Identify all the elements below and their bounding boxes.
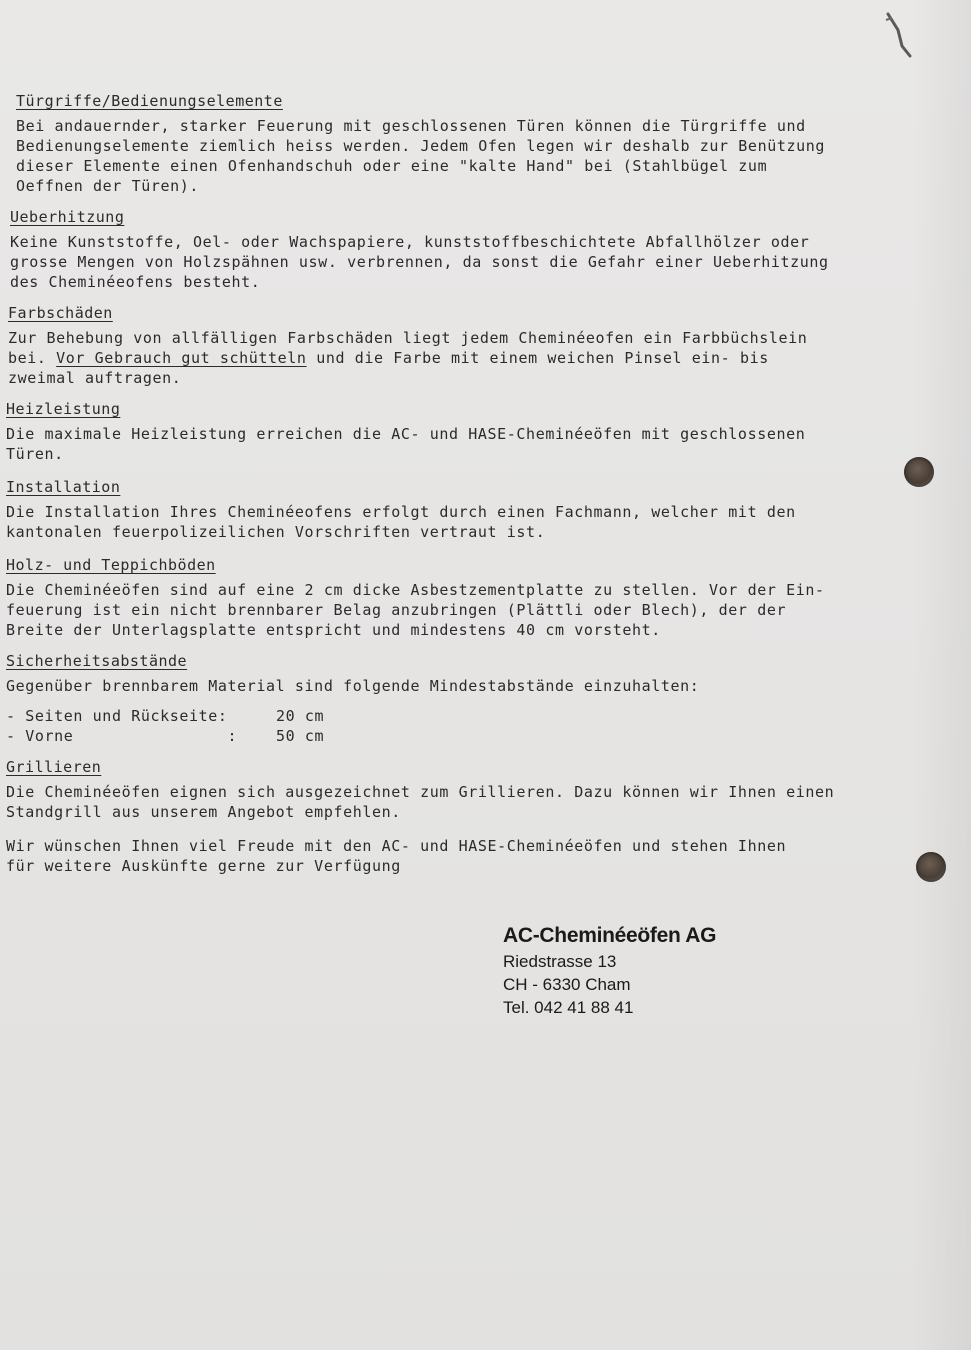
section-holz-teppichboeden — [6, 556, 916, 640]
section-text: Die Installation Ihres Cheminéeofens erfolgt durch einen Fachmann, welcher mit den kantonalen feuerpolizeilichen Vorschriften vertraut ist. — [6, 503, 796, 541]
company-signature-block — [503, 922, 716, 1019]
section-text: Bei andauernder, starker Feuerung mit geschlossenen Türen können die Türgriffe und Bedienungselemente ziemlich heiss werden. Jedem Ofen legen wir deshalb zur Benützung dieser Elemente einen Ofenhandschuh oder eine "kalte Hand" bei (Stahlbügel zum Oeffnen der Türen). — [16, 117, 825, 195]
section-text: Die maximale Heizleistung erreichen die AC- und HASE-Cheminéeöfen mit geschlossenen Türen. — [6, 425, 806, 463]
section-heading: Ueberhitzung — [10, 208, 125, 226]
section-heading: Sicherheitsabstände — [6, 652, 188, 670]
section-text: Die Cheminéeöfen sind auf eine 2 cm dicke Asbestzementplatte zu stellen. Vor der Ein- feuerung ist ein nicht brennbarer Belag anzubringen (Plättli oder Blech), der der Breite der Unterlagsplatte entspricht und mindestens 40 cm vorsteht. — [6, 581, 825, 639]
punch-hole-bottom — [916, 852, 946, 882]
distance-row-front — [6, 726, 916, 746]
company-phone: Tel. 042 41 88 41 — [503, 998, 634, 1017]
company-name: AC-Cheminéeöfen AG — [503, 924, 717, 947]
section-farbschaeden — [8, 304, 916, 388]
section-heading: Grillieren — [6, 758, 102, 776]
section-tuergriffe — [16, 92, 916, 196]
page-shadow — [911, 0, 971, 1350]
section-text: Die Cheminéeöfen eignen sich ausgezeichnet zum Grillieren. Dazu können wir Ihnen einen Standgrill aus unserem Angebot empfehlen. — [6, 783, 835, 821]
distance-row-sides — [6, 706, 916, 726]
company-street: Riedstrasse 13 — [503, 952, 617, 971]
section-heizleistung — [6, 400, 916, 464]
document-body — [6, 92, 916, 876]
section-heading: Heizleistung — [6, 400, 121, 418]
section-sicherheitsabstaende — [6, 652, 916, 746]
section-text — [8, 328, 916, 388]
section-heading: Holz- und Teppichböden — [6, 556, 216, 574]
section-heading: Installation — [6, 478, 121, 496]
distance-value: 50 cm — [276, 727, 325, 745]
section-heading: Türgriffe/Bedienungselemente — [16, 92, 283, 110]
distance-label: - Vorne : — [6, 727, 238, 745]
closing-text: Wir wünschen Ihnen viel Freude mit den AC- und HASE-Cheminéeöfen und stehen Ihnen für weitere Auskünfte gerne zur Verfügung — [6, 837, 787, 875]
section-text: Keine Kunststoffe, Oel- oder Wachspapiere, kunststoffbeschichtete Abfallhölzer oder grosse Mengen von Holzspähnen usw. verbrennen, da sonst die Gefahr einer Ueberhitzung des Cheminéeofens besteht. — [10, 233, 829, 291]
underlined-instruction: Vor Gebrauch gut schütteln — [56, 349, 307, 367]
distance-value: 20 cm — [276, 707, 325, 725]
section-heading: Farbschäden — [8, 304, 113, 322]
text-before: Zur Behebung von allfälligen Farbschäden liegt jedem Cheminéeofen ein Farbbüchslein bei. — [8, 329, 808, 367]
section-grillieren — [6, 758, 916, 822]
section-text: Gegenüber brennbarem Material sind folgende Mindestabstände einzuhalten: — [6, 677, 700, 695]
staple-icon — [880, 6, 920, 66]
distance-label: - Seiten und Rückseite: — [6, 707, 228, 725]
section-ueberhitzung — [10, 208, 916, 292]
text-after: und die Farbe mit einem weichen Pinsel ein- bis zweimal auftragen. — [8, 349, 769, 387]
company-city: CH - 6330 Cham — [503, 975, 631, 994]
section-installation — [6, 478, 916, 542]
